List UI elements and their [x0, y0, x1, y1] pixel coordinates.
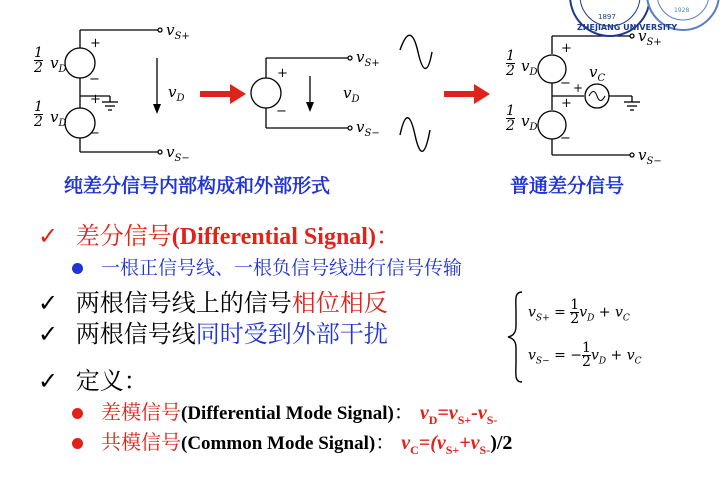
d1-half-top: 1 2: [34, 45, 43, 76]
d2-vd: $v_D$: [343, 84, 360, 105]
sine-top: [400, 35, 432, 68]
check-icon: ✓: [38, 320, 59, 348]
d1-vs-plus: $v_{S+}$: [166, 21, 190, 42]
d1-plus-1: +: [90, 36, 101, 51]
d3-half-top: 1 2: [506, 48, 515, 79]
bullet-opposite-phase: ✓ 两根信号线上的信号相位相反: [38, 289, 388, 317]
d1-vs-minus: $v_{S-}$: [166, 143, 190, 164]
d1-minus-1: −: [89, 72, 100, 87]
sub-bullet-transmission: 一根正信号线、一根负信号线进行信号传输: [72, 253, 462, 280]
logo-year: 1897: [598, 13, 616, 21]
d1-half-bottom: 1 2: [34, 99, 43, 130]
bullet-dot-icon: [72, 408, 83, 419]
d3-plus-2: +: [561, 96, 572, 111]
d2-vs-minus: $v_{S-}$: [356, 118, 380, 139]
check-icon: ✓: [38, 222, 59, 250]
arrow-1-head: [230, 84, 246, 104]
d3-vc: $v_C$: [589, 63, 606, 84]
arrow-2-shaft: [444, 91, 476, 97]
d2-vs-plus: $v_{S+}$: [356, 48, 380, 69]
bullet-interference: ✓ 两根信号线同时受到外部干扰: [38, 320, 388, 348]
d3-plus-c: +: [573, 81, 584, 95]
logo-ring-text: ZHEJIANG UNIVERSITY: [577, 23, 678, 32]
bullet-dot-icon: [72, 263, 83, 274]
d3-vs-plus: $v_{S+}$: [638, 27, 662, 48]
d3-minus-2: −: [560, 131, 571, 146]
d3-plus-1: +: [561, 41, 572, 56]
d1-vd: $v_D$: [168, 83, 185, 104]
arrow-1-shaft: [200, 91, 232, 97]
d3-vd-bottom: $v_D$: [521, 112, 538, 133]
d3-half-bottom: 1 2: [506, 103, 515, 134]
bullet-differential-signal: ✓ 差分信号(Differential Signal)：: [38, 222, 400, 250]
bullet-definition: ✓ 定义：: [38, 367, 148, 395]
definition-differential-mode: 差模信号(Differential Mode Signal)： $v_D=v_{S+}-v_{S-}$: [72, 396, 497, 428]
logo-year-2: 1928: [674, 7, 690, 14]
arrow-2-head: [474, 84, 490, 104]
caption-left: 纯差分信号内部构成和外部形式: [64, 175, 331, 197]
bullet-dot-icon: [72, 438, 83, 449]
d3-vd-top: $v_D$: [521, 57, 538, 78]
d3-minus-1: −: [560, 76, 571, 91]
d1-vd-top: $v_D$: [50, 54, 67, 75]
d1-minus-2: −: [89, 126, 100, 141]
d2-plus: +: [277, 66, 288, 81]
caption-right: 普通差分信号: [510, 175, 625, 197]
check-icon: ✓: [38, 367, 59, 395]
d3-vs-minus: $v_{S-}$: [638, 146, 662, 167]
d1-plus-2: +: [90, 92, 101, 107]
d1-vd-bottom: $v_D$: [50, 108, 67, 129]
sine-bottom: [400, 118, 430, 152]
check-icon: ✓: [38, 289, 59, 317]
equation-vs-plus: $v_{S+}$ = $\frac{1}{2}$ $v_D + v_C$: [528, 297, 630, 327]
definition-common-mode: 共模信号(Common Mode Signal)： $v_C=(v_{S+}+v_{S-})/2$: [72, 426, 512, 458]
circuit-diagrams: [0, 0, 722, 200]
equation-vs-minus: $v_{S-}$ = − $\frac{1}{2}$ $v_D + v_C$: [528, 340, 642, 370]
d2-minus: −: [276, 104, 287, 119]
